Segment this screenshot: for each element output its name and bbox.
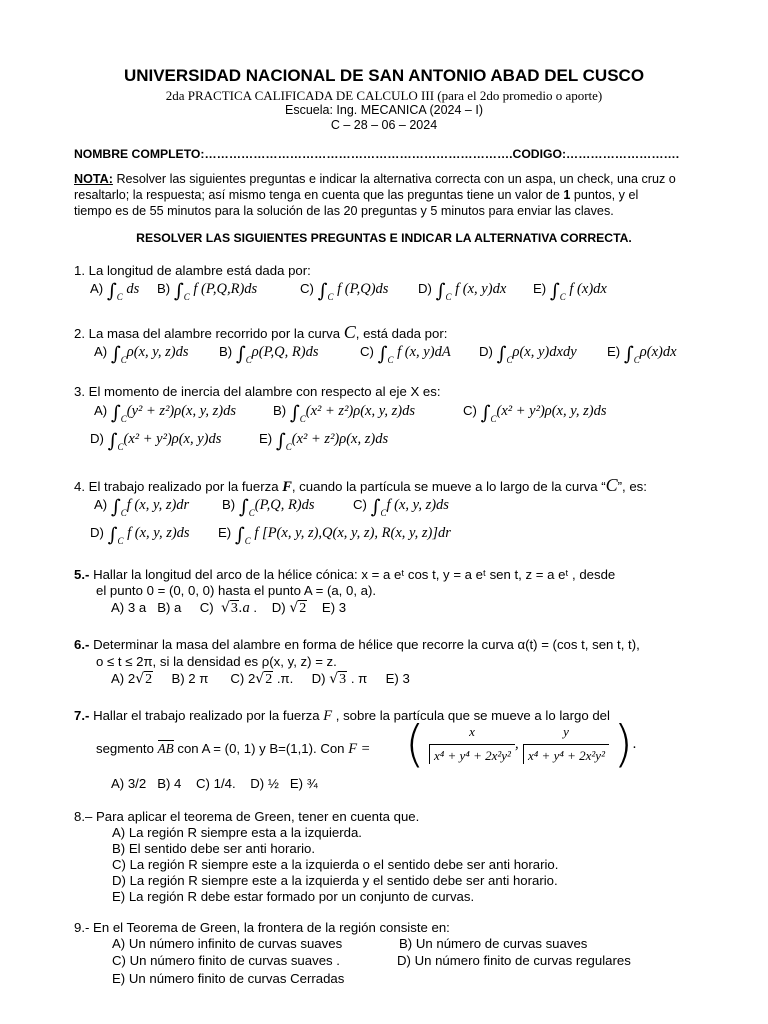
question-7-line-1: 7.- Hallar el trabajo realizado por la fuerza F , sobre la partícula que se mueve a lo largo del	[74, 708, 610, 724]
q3-option-d: D) $\int_C(x^2 + y^2)\rho(x$, y)ds	[90, 430, 222, 452]
note-line-2	[74, 187, 638, 203]
q1-option-e: E) $\int_C$ f (x)dx	[533, 280, 607, 302]
q1-option-c: C) $\int_C$ f (P,Q)ds	[300, 280, 389, 302]
student-name-code-line: NOMBRE COMPLETO:………………………………………………………………….CODIGO:……………………….	[74, 147, 680, 161]
q7-options: A) 3/2 B) 4 C) 1/4. D) ½ E) ¾	[111, 776, 318, 791]
q8-option-c: C) La región R siempre este a la izquierda o el sentido debe ser anti horario.	[112, 857, 559, 872]
q9-option-c: C) Un número finito de curvas suaves .	[112, 953, 340, 968]
q8-option-b: B) El sentido debe ser anti horario.	[112, 841, 316, 856]
practice-subtitle: 2da PRACTICA CALIFICADA DE CALCULO III (para el 2do promedio o aporte)	[165, 88, 603, 103]
q9-option-b: B) Un número de curvas suaves	[399, 936, 588, 951]
q4-option-c: C) $\int_Cf$ (x, y, z)ds	[353, 496, 449, 518]
q2-option-a: A) $\int_C\rho(x$, y, z)ds	[94, 343, 189, 365]
question-5-line-2: el punto 0 = (0, 0, 0) hasta el punto A = (a, 0, a).	[96, 583, 377, 598]
question-6-line-2: o ≤ t ≤ 2π, si la densidad es ρ(x, y, z) = z.	[96, 654, 337, 669]
fraction-x: $\frac{x}{\text{x⁴ + y⁴ + 2x²y²}}$	[429, 724, 515, 764]
q2-option-e: E) $\int_C\rho(x)dx$	[607, 343, 677, 365]
note-text-1: Resolver las siguientes preguntas e indicar la alternativa correcta con un aspa, un check, una cruz o	[116, 172, 676, 186]
note-points: 1	[563, 188, 571, 202]
university-title: UNIVERSIDAD NACIONAL DE SAN ANTONIO ABAD DEL CUSCO	[123, 66, 645, 85]
question-2-text: 2. La masa del alambre recorrido por la curva C, está dada por:	[74, 322, 448, 342]
q4-option-a: A) $\int_Cf$ (x, y, z)dr	[94, 496, 190, 518]
note-text-2b: puntos, y el	[570, 188, 639, 202]
note-label: NOTA:	[74, 172, 113, 186]
q2-option-b: B) $\int_C\rho(P,Q$, R)ds	[219, 343, 319, 365]
exam-code: C – 28 – 06 – 2024	[330, 118, 438, 132]
q1-option-d: D) $\int_C$ f (x, y)dx	[418, 280, 507, 302]
q8-option-e: E) La región R debe estar formado por un conjunto de curvas.	[112, 889, 475, 904]
q3-option-a: A) $\int_C(y^2 + z^2)\rho(x$, y, z)ds	[94, 402, 236, 424]
q5-options: A) 3 a B) a C) √3.a . D) √2 E) 3	[111, 600, 347, 616]
force-symbol: F	[282, 479, 292, 495]
force-symbol: F	[323, 708, 333, 724]
q6-options: A) 2√2 B) 2 π C) 2√2 .π. D) √3 . π E) 3	[111, 671, 410, 687]
q2-option-d: D) $\int_C\rho(x$, y)dxdy	[479, 343, 577, 365]
school-line: Escuela: Ing. MECANICA (2024 – I)	[284, 103, 483, 117]
q4-option-e: E) $\int_C$ f [P(x, y, z),Q(x, y, z), R(x, y, z)]dr	[218, 524, 451, 546]
instruction-heading: RESOLVER LAS SIGUIENTES PREGUNTAS E INDICAR LA ALTERNATIVA CORRECTA.	[136, 231, 632, 245]
question-6-line-1: 6.- Determinar la masa del alambre en forma de hélice que recorre la curva α(t) = (cos t, sen t, t),	[74, 637, 640, 652]
question-4-text: 4. El trabajo realizado por la fuerza F, cuando la partícula se mueve a lo largo de la curva “C”, es:	[74, 475, 647, 495]
question-5-line-1: 5.- Hallar la longitud del arco de la hélice cónica: x = a eᵗ cos t, y = a eᵗ sen t, z = a eᵗ , desde	[74, 567, 616, 582]
question-3-text: 3. El momento de inercia del alambre con respecto al eje X es:	[74, 384, 441, 399]
q4-option-b: B) $\int_C(P,Q$, R)ds	[222, 496, 315, 518]
q8-option-a: A) La región R siempre esta a la izquierda.	[112, 825, 362, 840]
fraction-y: $\frac{y}{\text{x⁴ + y⁴ + 2x²y²}}$	[523, 724, 609, 764]
q9-option-d: D) Un número finito de curvas regulares	[397, 953, 631, 968]
curve-symbol: C	[343, 322, 356, 342]
q3-option-e: E) $\int_C(x^2 + z^2)\rho(x$, z)ds	[259, 430, 389, 452]
question-9-text: 9.- En el Teorema de Green, la frontera de la región consiste en:	[74, 920, 450, 935]
segment-ab: AB	[157, 741, 174, 756]
question-7-line-2: segmento AB con A = (0, 1) y B=(1,1). Con F =	[96, 741, 371, 757]
q2-option-c: C) $\int_C$ f (x, y)dA	[360, 343, 451, 365]
q8-option-d: D) La región R siempre este a la izquierda y el sentido debe ser anti horario.	[112, 873, 558, 888]
q1-option-b: B) $\int_C$ f (P,Q,R)ds	[157, 280, 258, 302]
q3-option-c: C) $\int_C(x^2 + y^2)\rho(x$, y, z)ds	[463, 402, 607, 424]
note-text-2: resaltarlo; la respuesta; así mismo tenga en cuenta que las preguntas tiene un valor de	[74, 188, 564, 202]
q3-option-b: B) $\int_C(x^2 + z^2)\rho(x$, y, z)ds	[273, 402, 415, 424]
note-line-3: tiempo es de 55 minutos para la solución de las 20 preguntas y 5 minutos para enviar las claves.	[74, 204, 614, 218]
q9-option-a: A) Un número infinito de curvas suaves	[112, 936, 343, 951]
q4-option-d: D) $\int_C$ f (x, y, z)ds	[90, 524, 190, 546]
question-1-text: 1. La longitud de alambre está dada por:	[74, 263, 311, 278]
force-vector-expression: ( $\frac{x}{\text{x⁴ + y⁴ + 2x²y²}}$ , $\frac{y}{\text{x⁴ + y⁴ + 2x²y²}}$ ).	[405, 715, 637, 773]
q9-option-e: E) Un número finito de curvas Cerradas	[112, 971, 345, 986]
note-line-1	[74, 171, 676, 187]
q1-option-a: A) $\int_C$ ds	[90, 280, 140, 302]
question-8-text: 8.– Para aplicar el teorema de Green, tener en cuenta que.	[74, 809, 420, 824]
curve-symbol: C	[605, 475, 618, 495]
